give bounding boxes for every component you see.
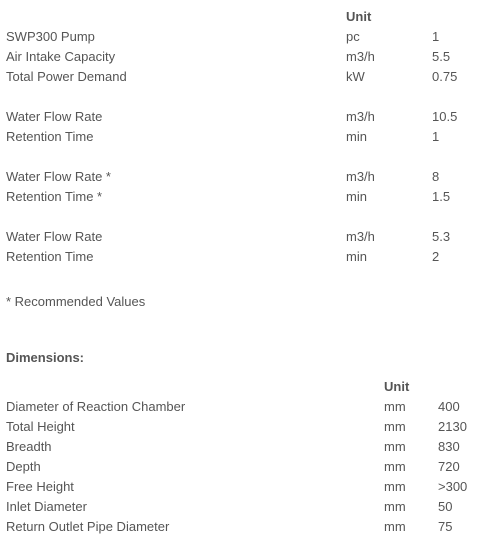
spec-label: Water Flow Rate xyxy=(6,229,103,244)
dimension-value: 2130 xyxy=(438,419,467,434)
spec-label: Water Flow Rate xyxy=(6,109,103,124)
dimension-row xyxy=(6,417,476,437)
dimension-row xyxy=(6,497,476,517)
header-value-cell xyxy=(438,377,476,397)
dimension-unit: mm xyxy=(384,399,406,414)
spec-value: 1 xyxy=(432,29,440,44)
dimension-label: Depth xyxy=(6,459,41,474)
spec-label: Retention Time xyxy=(6,249,94,264)
spec-value: 10.5 xyxy=(432,109,458,124)
spec-row xyxy=(6,127,476,147)
spec-value: 8 xyxy=(432,169,440,184)
unit-column-header: Unit xyxy=(346,9,372,24)
spec-unit: min xyxy=(346,189,367,204)
spec-row xyxy=(6,247,476,267)
spec-label: SWP300 Pump xyxy=(6,29,95,44)
spec-label: Retention Time * xyxy=(6,189,103,204)
spec-row xyxy=(6,107,476,127)
unit-column-header: Unit xyxy=(384,379,410,394)
spacer xyxy=(6,147,476,167)
dimension-row xyxy=(6,397,476,417)
dimension-value: 720 xyxy=(438,459,460,474)
spec-unit: kW xyxy=(346,69,365,84)
dimensions-table xyxy=(6,377,476,537)
spec-unit: pc xyxy=(346,29,360,44)
dimension-row xyxy=(6,437,476,457)
dimension-value: 50 xyxy=(438,499,453,514)
dimensions-header-row xyxy=(6,377,476,397)
dimension-unit: mm xyxy=(384,459,406,474)
dimension-unit: mm xyxy=(384,439,406,454)
dimension-row xyxy=(6,517,476,537)
dimension-value: 830 xyxy=(438,439,460,454)
dimension-label: Return Outlet Pipe Diameter xyxy=(6,519,170,534)
spec-row xyxy=(6,187,476,207)
spacer xyxy=(6,87,476,107)
dimension-label: Free Height xyxy=(6,479,74,494)
dimension-label: Diameter of Reaction Chamber xyxy=(6,399,186,414)
spec-value: 5.5 xyxy=(432,49,451,64)
specifications-header-row xyxy=(6,7,476,27)
spec-row xyxy=(6,27,476,47)
spec-label: Water Flow Rate * xyxy=(6,169,111,184)
spec-unit: m3/h xyxy=(346,49,375,64)
spec-label: Total Power Demand xyxy=(6,69,127,84)
spec-unit: min xyxy=(346,249,367,264)
dimension-unit: mm xyxy=(384,479,406,494)
dimension-unit: mm xyxy=(384,519,406,534)
dimensions-heading: Dimensions: xyxy=(6,350,85,365)
dimension-unit: mm xyxy=(384,419,406,434)
spec-value: 0.75 xyxy=(432,69,458,84)
spec-label: Air Intake Capacity xyxy=(6,49,116,64)
dimension-label: Breadth xyxy=(6,439,52,454)
spec-value: 1.5 xyxy=(432,189,451,204)
header-label-cell xyxy=(6,7,346,27)
spec-label: Retention Time xyxy=(6,129,94,144)
dimension-label: Inlet Diameter xyxy=(6,499,87,514)
dimension-value: 75 xyxy=(438,519,453,534)
spec-row xyxy=(6,227,476,247)
dimension-label: Total Height xyxy=(6,419,75,434)
spec-value: 1 xyxy=(432,129,440,144)
spec-row xyxy=(6,67,476,87)
dimension-value: 400 xyxy=(438,399,460,414)
dimension-row xyxy=(6,457,476,477)
header-label-cell xyxy=(6,377,384,397)
recommended-values-footnote: * Recommended Values xyxy=(6,294,146,309)
spec-unit: m3/h xyxy=(346,169,375,184)
spec-unit: m3/h xyxy=(346,229,375,244)
dimension-value: >300 xyxy=(438,479,468,494)
specifications-table xyxy=(6,7,476,267)
spec-unit: m3/h xyxy=(346,109,375,124)
spacer xyxy=(6,207,476,227)
dimension-unit: mm xyxy=(384,499,406,514)
spec-value: 5.3 xyxy=(432,229,451,244)
spec-unit: min xyxy=(346,129,367,144)
spec-value: 2 xyxy=(432,249,440,264)
spec-row xyxy=(6,167,476,187)
dimension-row xyxy=(6,477,476,497)
header-value-cell xyxy=(432,7,476,27)
spec-row xyxy=(6,47,476,67)
